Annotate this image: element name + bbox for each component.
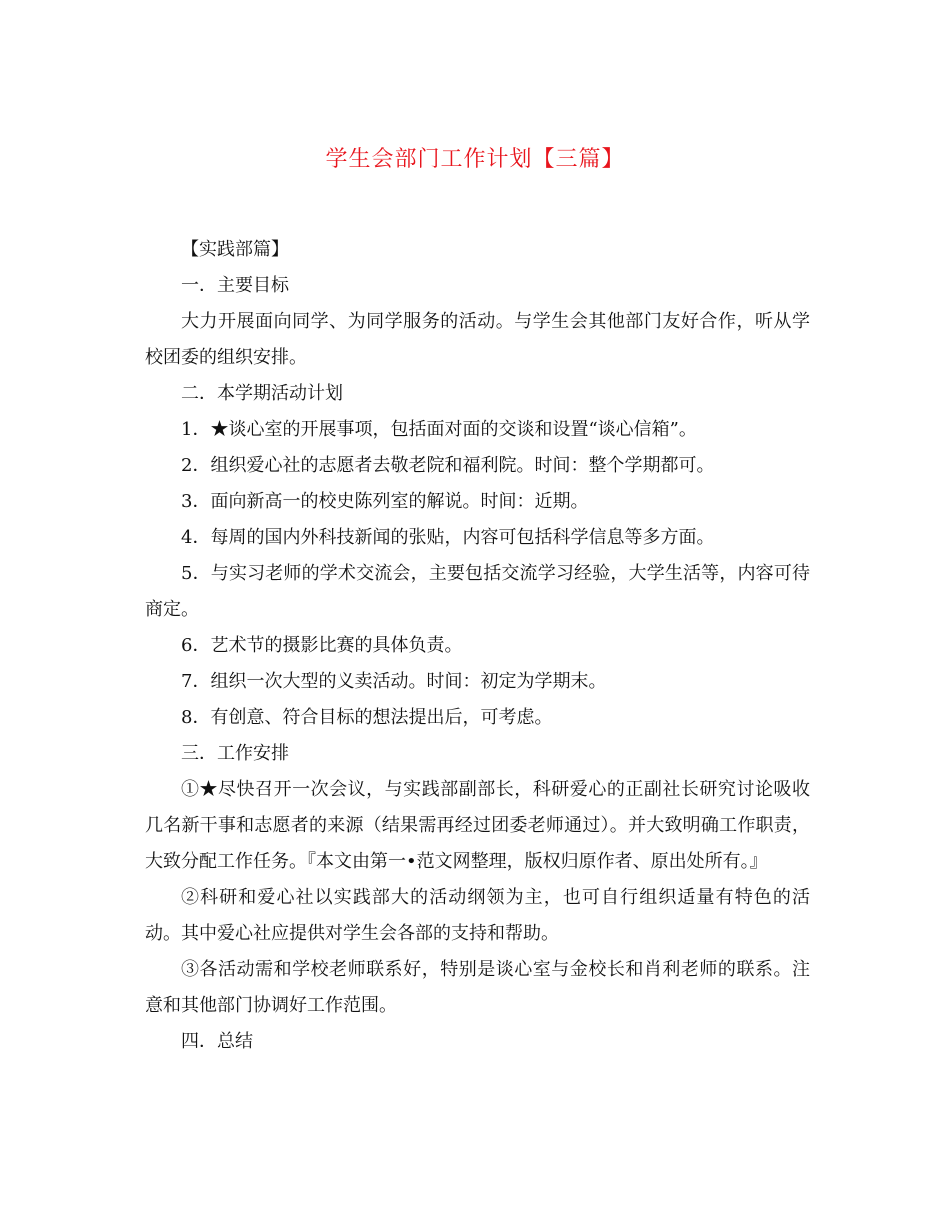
plan-item-8: 8．有创意、符合目标的想法提出后，可考虑。 [181,707,553,728]
plan-item-6: 6．艺术节的摄影比赛的具体负责。 [181,635,463,656]
plan-item-5: 5．与实习老师的学术交流会，主要包括交流学习经验，大学生活等，内容可待商定。 [145,563,810,620]
document-body [145,232,810,1060]
heading-activity-plan: 二．本学期活动计划 [181,383,343,404]
plan-item-3: 3．面向新高一的校史陈列室的解说。时间：近期。 [181,491,589,512]
heading-work-arrangement: 三．工作安排 [181,743,289,764]
heading-main-goals: 一．主要目标 [181,275,289,296]
arrangement-item-1: ①★尽快召开一次会议，与实践部副部长，科研爱心的正副社长研究讨论吸收几名新干事和志愿者的来源（结果需再经过团委老师通过）。并大致明确工作职责，大致分配工作任务。『本文由第一•范文网整理，版权归原作者、原出处所有。』 [145,779,810,872]
section-heading: 【实践部篇】 [181,239,289,260]
plan-item-1: 1．★谈心室的开展事项，包括面对面的交谈和设置“谈心信箱”。 [181,419,697,440]
arrangement-item-3: ③各活动需和学校老师联系好，特别是谈心室与金校长和肖利老师的联系。注意和其他部门协调好工作范围。 [145,959,810,1016]
document-title: 学生会部门工作计划【三篇】 [325,147,625,172]
heading-summary: 四．总结 [181,1031,253,1052]
plan-item-4: 4．每周的国内外科技新闻的张贴，内容可包括科学信息等多方面。 [181,527,715,548]
paragraph-goals: 大力开展面向同学、为同学服务的活动。与学生会其他部门友好合作，听从学校团委的组织安排。 [145,311,810,368]
plan-item-2: 2．组织爱心社的志愿者去敬老院和福利院。时间：整个学期都可。 [181,455,715,476]
plan-item-7: 7．组织一次大型的义卖活动。时间：初定为学期末。 [181,671,607,692]
arrangement-item-2: ②科研和爱心社以实践部大的活动纲领为主，也可自行组织适量有特色的活动。其中爱心社应提供对学生会各部的支持和帮助。 [145,887,810,944]
